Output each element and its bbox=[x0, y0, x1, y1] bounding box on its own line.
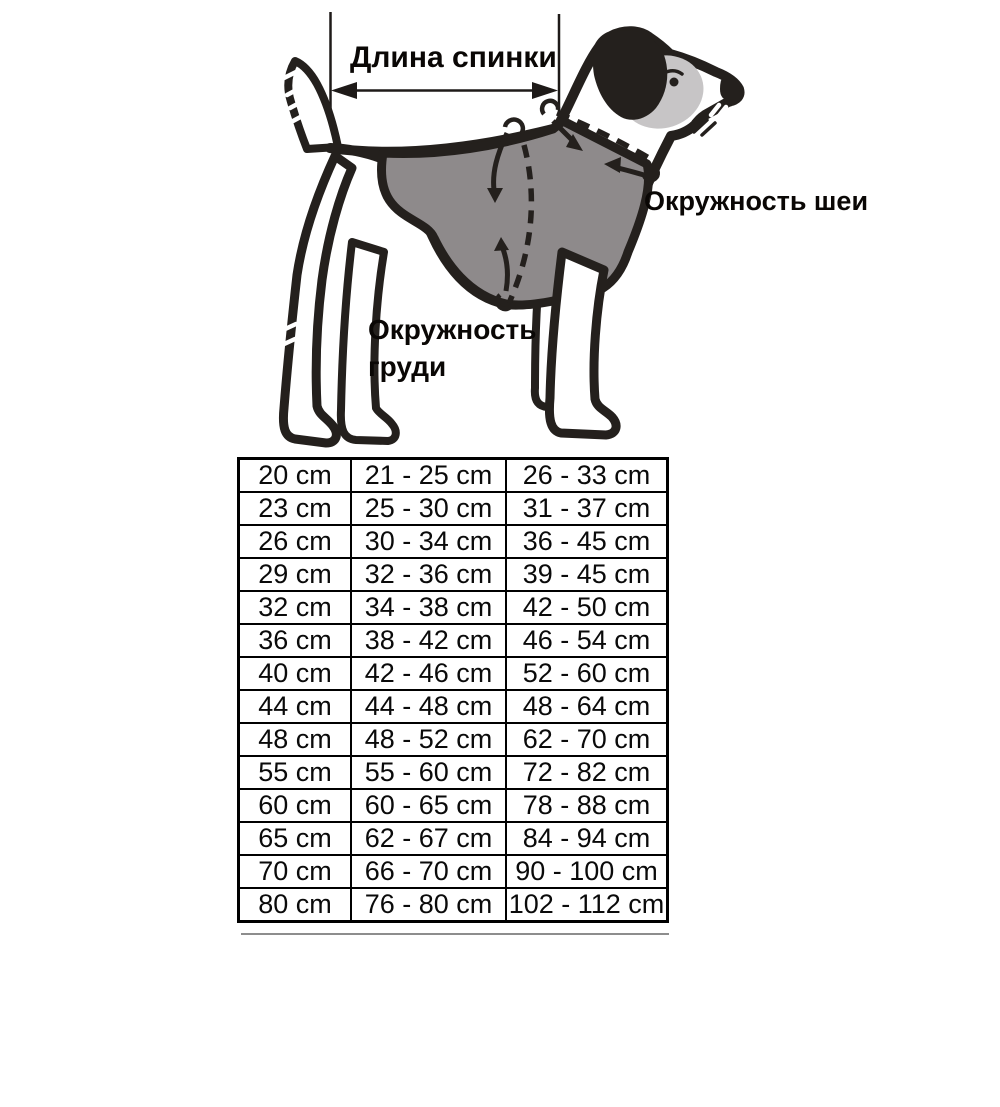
size-cell: 84 - 94 cm bbox=[506, 822, 668, 855]
size-cell: 80 cm bbox=[239, 888, 352, 922]
table-row bbox=[239, 492, 668, 525]
table-row bbox=[239, 888, 668, 922]
size-cell: 21 - 25 cm bbox=[351, 459, 506, 493]
size-cell: 70 cm bbox=[239, 855, 352, 888]
neck-line-hook bbox=[542, 101, 558, 114]
table-row bbox=[239, 525, 668, 558]
table-row bbox=[239, 459, 668, 493]
neck-girth-label: Окружность шеи bbox=[644, 186, 869, 216]
size-cell: 60 - 65 cm bbox=[351, 789, 506, 822]
size-cell: 36 - 45 cm bbox=[506, 525, 668, 558]
table-row bbox=[239, 690, 668, 723]
size-cell: 25 - 30 cm bbox=[351, 492, 506, 525]
table-row bbox=[239, 789, 668, 822]
size-cell: 78 - 88 cm bbox=[506, 789, 668, 822]
size-cell: 40 cm bbox=[239, 657, 352, 690]
size-cell: 62 - 70 cm bbox=[506, 723, 668, 756]
chest-girth-label: Окружность груди bbox=[368, 314, 537, 382]
table-row bbox=[239, 756, 668, 789]
size-cell: 36 cm bbox=[239, 624, 352, 657]
arrow-right-icon bbox=[532, 82, 558, 99]
size-cell: 55 - 60 cm bbox=[351, 756, 506, 789]
table-row bbox=[239, 657, 668, 690]
size-cell: 48 cm bbox=[239, 723, 352, 756]
size-cell: 26 - 33 cm bbox=[506, 459, 668, 493]
size-cell: 52 - 60 cm bbox=[506, 657, 668, 690]
table-row bbox=[239, 855, 668, 888]
size-cell: 62 - 67 cm bbox=[351, 822, 506, 855]
size-cell: 32 - 36 cm bbox=[351, 558, 506, 591]
size-cell: 48 - 52 cm bbox=[351, 723, 506, 756]
table-row bbox=[239, 822, 668, 855]
size-cell: 60 cm bbox=[239, 789, 352, 822]
size-cell: 30 - 34 cm bbox=[351, 525, 506, 558]
size-cell: 46 - 54 cm bbox=[506, 624, 668, 657]
size-cell: 42 - 46 cm bbox=[351, 657, 506, 690]
size-cell: 66 - 70 cm bbox=[351, 855, 506, 888]
size-cell: 23 cm bbox=[239, 492, 352, 525]
table-drop-shadow bbox=[241, 933, 669, 935]
size-cell: 65 cm bbox=[239, 822, 352, 855]
size-cell: 20 cm bbox=[239, 459, 352, 493]
dog-eye bbox=[670, 78, 679, 87]
table-row bbox=[239, 591, 668, 624]
chest-line-hook-top bbox=[505, 120, 523, 134]
size-cell: 39 - 45 cm bbox=[506, 558, 668, 591]
size-cell: 48 - 64 cm bbox=[506, 690, 668, 723]
size-cell: 102 - 112 cm bbox=[506, 888, 668, 922]
size-cell: 26 cm bbox=[239, 525, 352, 558]
size-cell: 76 - 80 cm bbox=[351, 888, 506, 922]
back-length-label: Длина спинки bbox=[350, 41, 557, 74]
table-row bbox=[239, 624, 668, 657]
size-cell: 44 - 48 cm bbox=[351, 690, 506, 723]
size-table-container bbox=[237, 457, 665, 923]
size-cell: 44 cm bbox=[239, 690, 352, 723]
size-cell: 90 - 100 cm bbox=[506, 855, 668, 888]
arrow-left-icon bbox=[331, 82, 357, 99]
size-cell: 32 cm bbox=[239, 591, 352, 624]
size-cell: 34 - 38 cm bbox=[351, 591, 506, 624]
size-cell: 42 - 50 cm bbox=[506, 591, 668, 624]
size-cell: 55 cm bbox=[239, 756, 352, 789]
table-row bbox=[239, 723, 668, 756]
table-row bbox=[239, 558, 668, 591]
size-cell: 38 - 42 cm bbox=[351, 624, 506, 657]
size-cell: 29 cm bbox=[239, 558, 352, 591]
size-table bbox=[237, 457, 669, 923]
size-cell: 31 - 37 cm bbox=[506, 492, 668, 525]
size-cell: 72 - 82 cm bbox=[506, 756, 668, 789]
